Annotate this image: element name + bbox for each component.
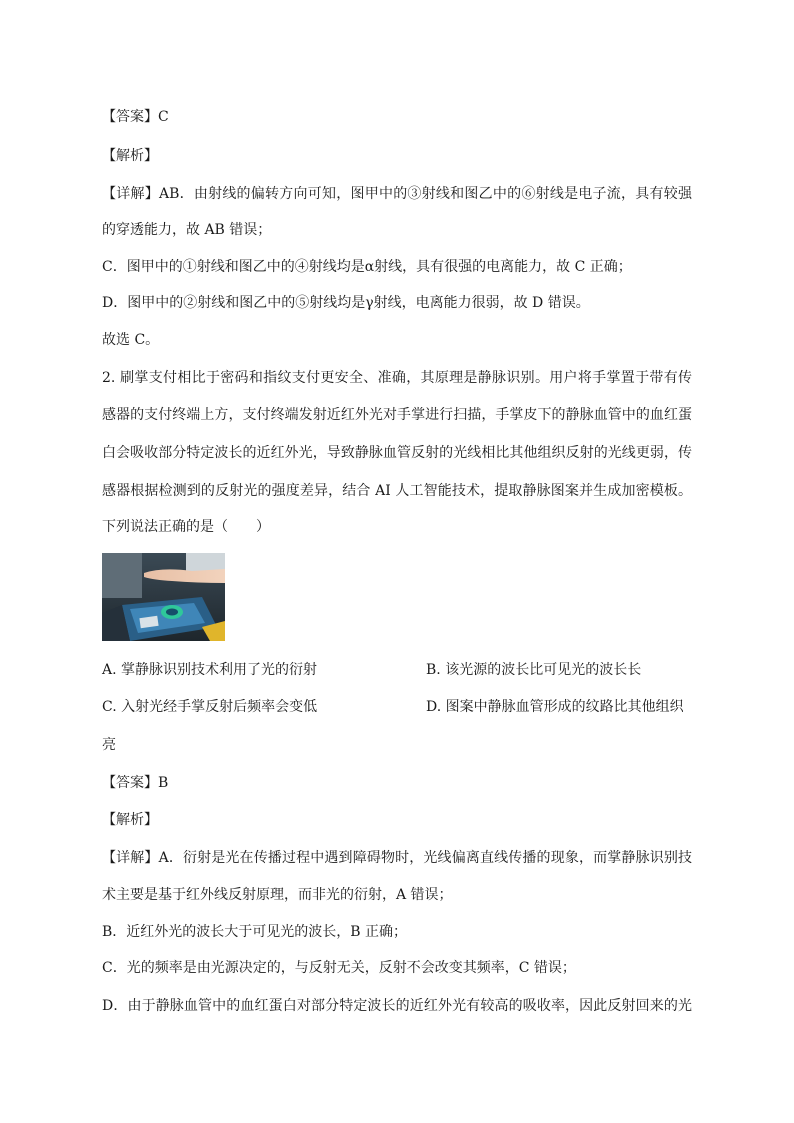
q1-detail-line-3: C．图甲中的①射线和图乙中的④射线均是α射线，具有很强的电离能力，故 C 正确； bbox=[102, 259, 632, 275]
q2-stem-line-4: 感器根据检测到的反射光的强度差异，结合 AI 人工智能技术，提取静脉图案并生成加密模板。 bbox=[102, 483, 692, 499]
palm-scanner-photo bbox=[102, 553, 225, 641]
q2-detail-line-4: C．光的频率是由光源决定的，与反射无关，反射不会改变其频率，C 错误； bbox=[102, 960, 576, 976]
q2-detail-line-2: 术主要是基于红外线反射原理，而非光的衍射，A 错误； bbox=[102, 887, 453, 903]
q2-stem-line-1: 2. 刷掌支付相比于密码和指纹支付更安全、准确，其原理是静脉识别。用户将手掌置于带有传 bbox=[102, 370, 692, 386]
q1-detail-line-1: 【详解】AB．由射线的偏转方向可知，图甲中的③射线和图乙中的⑥射线是电子流，具有较强 bbox=[102, 186, 692, 202]
q2-stem-line-5: 下列说法正确的是（ ） bbox=[102, 519, 270, 535]
q1-answer: 【答案】C bbox=[102, 109, 169, 125]
q2-stem-line-3: 白会吸收部分特定波长的近红外光，导致静脉血管反射的光线相比其他组织反射的光线更弱，传 bbox=[102, 445, 692, 461]
option-d: D. 图案中静脉血管形成的纹路比其他组织 bbox=[426, 699, 684, 715]
q2-stem-line-2: 感器的支付终端上方，支付终端发射近红外光对手掌进行扫描，手掌皮下的静脉血管中的血红蛋 bbox=[102, 407, 692, 423]
q1-detail-line-2: 的穿透能力，故 AB 错误； bbox=[102, 222, 272, 238]
option-a: A. 掌静脉识别技术利用了光的衍射 bbox=[102, 662, 318, 678]
option-c: C. 入射光经手掌反射后频率会变低 bbox=[102, 699, 318, 715]
q2-analysis-heading: 【解析】 bbox=[102, 812, 158, 828]
option-d-continuation: 亮 bbox=[102, 737, 116, 753]
q2-detail-line-1: 【详解】A．衍射是光在传播过程中遇到障碍物时，光线偏离直线传播的现象，而掌静脉识别技 bbox=[102, 850, 692, 866]
q2-answer: 【答案】B bbox=[102, 775, 169, 791]
q1-conclusion: 故选 C。 bbox=[102, 332, 160, 348]
q2-detail-line-5: D．由于静脉血管中的血红蛋白对部分特定波长的近红外光有较高的吸收率，因此反射回来的光 bbox=[102, 998, 692, 1014]
q1-analysis-heading: 【解析】 bbox=[102, 148, 158, 164]
option-b: B. 该光源的波长比可见光的波长长 bbox=[426, 662, 642, 678]
q2-detail-line-3: B．近红外光的波长大于可见光的波长，B 正确； bbox=[102, 924, 408, 940]
q1-detail-line-4: D．图甲中的②射线和图乙中的⑤射线均是γ射线，电离能力很弱，故 D 错误。 bbox=[102, 295, 590, 311]
